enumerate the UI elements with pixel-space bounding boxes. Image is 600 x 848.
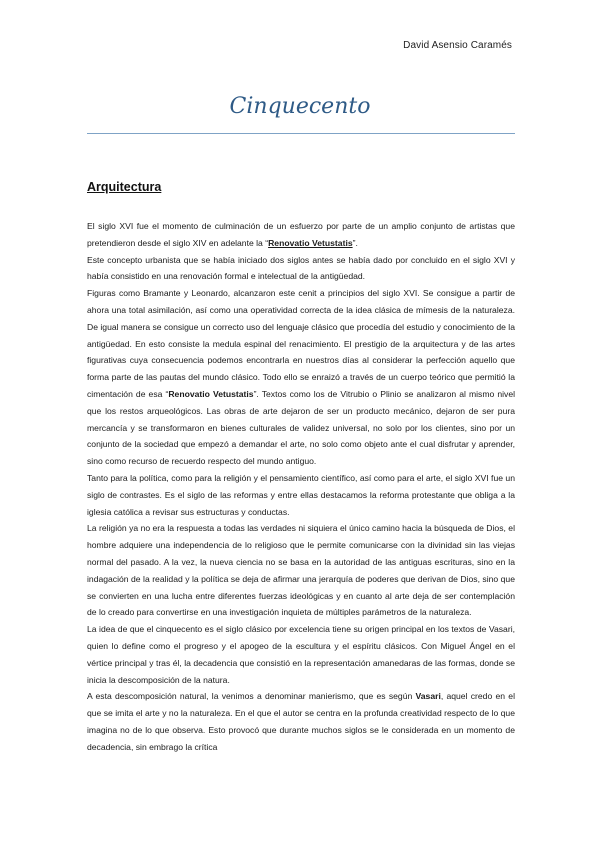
paragraph: La religión ya no era la respuesta a todas las verdades ni siquiera el único camino hacia la búsqueda de Dios, el hombre adquiere una independencia de lo religioso que le permite comunicarse con la divinidad sin las viejas normal del pasado. A la vez, la nueva ciencia no se basa en la autoridad de las antiguas escrituras, sino en la indagación de la realidad y la política se deja de afirmar una jerarquía de poderes que derivan de Dios, sino que se convierten en una lucha entre diferentes fuerzas ideológicas y en cuanto al arte deja de ser contemplación de lo creado para convertirse en una investigación inquieta de múltiples parámetros de la naturaleza. (87, 523, 515, 618)
paragraph-text: ”. Textos como los de Vitrubio o Plinio se analizaron al mismo nivel que los restos arqueológicos. Las obras de arte dejaron de ser un producto mecánico, dejaron de ser pura mercancía y se transformaron en bienes culturales de validez universal, no solo por los clientes, sino por un conjunto de la sociedad que empezó a demandar el arte, no solo como objeto ante el cual disfrutar y aprender, sino como recurso de recuerdo respecto del mundo antiguo. (87, 388, 516, 467)
document-title: Cinquecento (229, 94, 371, 119)
title-divider (87, 133, 515, 134)
paragraph-text: , aquel credo en el que se imita el arte y no la naturaleza. En el que el autor se centra en la profunda creatividad respecto de lo que imagina no de lo que observa. Esto provocó que durante muchos siglos se le considerada en un momento de decadencia, sin embrago la crítica (87, 691, 515, 752)
header-author: David Asensio Caramés (403, 40, 512, 51)
paragraph: La idea de que el cinquecento es el siglo clásico por excelencia tiene su origen principal en los textos de Vasari, quien lo define como el progreso y el apogeo de la escultura y el espíritu clásicos. Con Miguel Ángel en el vértice principal y tras él, la decadencia que consistió en la representación amanedaras de las formas, donde se inicia la descomposición de la natura. (87, 624, 515, 685)
section-heading: Arquitectura (87, 180, 162, 194)
emphasis-term: Renovatio Vetustatis (168, 388, 254, 399)
paragraph: Tanto para la política, como para la religión y el pensamiento científico, así como para el arte, el siglo XVI fue un siglo de contrastes. Es el siglo de las reformas y entre ellas destacamos la reforma protestante que obliga a la iglesia católica a revisar sus estructuras y conductas. (87, 472, 515, 517)
paragraph (87, 218, 515, 252)
emphasis-term: Vasari (415, 691, 441, 702)
paragraph-text: El siglo XVI fue el momento de culminación de un esfuerzo por parte de un amplio conjunto de artistas que pretendieron desde el siglo XIV en adelante la “ (87, 221, 515, 248)
paragraph: Este concepto urbanista que se había iniciado dos siglos antes se había dado por concluido en el siglo XVI y había consistido en una renovación formal e intelectual de la antigüedad. (87, 254, 515, 282)
body-text (87, 218, 515, 756)
paragraph (87, 688, 515, 755)
paragraph-text: A esta descomposición natural, la venimos a denominar manierismo, que es según (87, 691, 416, 702)
paragraph-text: Figuras como Bramante y Leonardo, alcanzaron este cenit a principios del siglo XVI. Se consigue a partir de ahora una total asimilación, así como una operatividad correcta de la idea clásica de mímesis de la naturaleza. De igual manera se consigue un correcto uso del lenguaje clásico que procedía del estudio y conocimiento de la antigüedad. En esto consiste la medula espinal del renacimiento. El prestigio de la arquitectura y de las artes figurativas cuya consecuencia podemos encontrarla en nuestros días al considerar la perfección aquello que forma parte de las pautas del mundo clásico. Todo ello se enraizó a través de un cuerpo teórico que permitió la cimentación de esa “ (87, 288, 515, 399)
paragraph (87, 285, 515, 470)
paragraph-text: ”. (352, 237, 358, 248)
emphasis-term: Renovatio Vetustatis (268, 237, 353, 248)
